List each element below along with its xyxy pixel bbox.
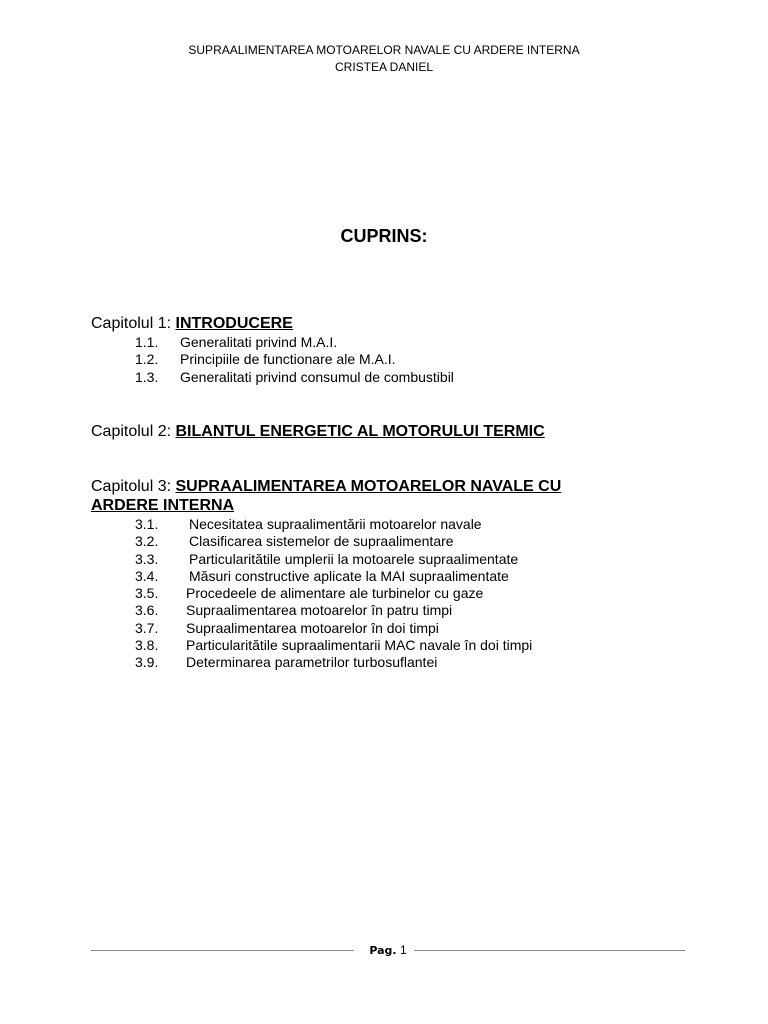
toc-item	[135, 620, 532, 637]
toc-item-number: 3.7.	[135, 619, 159, 636]
page-header	[0, 42, 768, 76]
toc-item	[135, 369, 454, 386]
toc-item	[135, 533, 532, 550]
chapter-2-heading	[91, 422, 545, 441]
chapter-3-heading	[91, 477, 631, 515]
toc-item-number: 3.4.	[135, 567, 159, 584]
toc-item-text: Măsuri constructive aplicate la MAI supraalimentate	[189, 567, 509, 584]
toc-item-text: Supraalimentarea motoarelor în doi timpi	[186, 619, 439, 636]
chapter-name: SUPRAALIMENTAREA MOTOARELOR NAVALE CU ARDERE INTERNA	[91, 478, 562, 514]
toc-item-text: Necesitatea supraalimentării motoarelor navale	[189, 516, 482, 532]
toc-item-text: Particularitătile supraalimentarii MAC navale în doi timpi	[186, 637, 533, 654]
toc-item-number: 1.3.	[135, 368, 159, 385]
page-title: CUPRINS:	[340, 226, 428, 246]
toc-item-number: 3.8.	[135, 637, 159, 654]
chapter-1-items	[135, 334, 454, 386]
toc-item-number: 3.1.	[135, 516, 159, 532]
toc-item-number: 3.3.	[135, 550, 159, 567]
toc-item	[135, 334, 454, 351]
toc-item-number: 3.5.	[135, 585, 159, 602]
toc-item	[135, 351, 454, 368]
toc-item	[135, 516, 532, 533]
toc-item-text: Clasificarea sistemelor de supraalimentare	[189, 533, 454, 550]
chapter-name: INTRODUCERE	[175, 315, 293, 332]
page-number-value: 1	[399, 943, 407, 957]
toc-item	[135, 602, 532, 619]
chapter-name: BILANTUL ENERGETIC AL MOTORULUI TERMIC	[175, 423, 545, 440]
toc-item-text: Generalitati privind consumul de combustibil	[180, 368, 454, 385]
toc-item-text: Determinarea parametrilor turbosuflantei	[186, 654, 438, 671]
toc-item	[135, 585, 532, 602]
toc-item-text: Supraalimentarea motoarelor în patru timpi	[186, 602, 453, 619]
toc-item-text: Principiile de functionare ale M.A.I.	[180, 351, 396, 368]
page-footer	[91, 940, 685, 960]
chapter-prefix: Capitolul 2:	[91, 423, 176, 440]
header-author: CRISTEA DANIEL	[334, 60, 434, 74]
toc-item-number: 3.2.	[135, 533, 159, 550]
toc-item	[135, 637, 532, 654]
page-number	[91, 940, 685, 961]
chapter-prefix: Capitolul 3:	[91, 478, 176, 495]
toc-item-number: 3.6.	[135, 602, 159, 619]
chapter-prefix: Capitolul 1:	[91, 315, 176, 332]
toc-item	[135, 551, 532, 568]
toc-item-number: 1.2.	[135, 351, 159, 368]
toc-item	[135, 654, 532, 671]
chapter-1-heading	[91, 314, 293, 333]
page-label: Pag.	[369, 944, 397, 957]
toc-item	[135, 568, 532, 585]
toc-item-text: Generalitati privind M.A.I.	[180, 334, 338, 350]
toc-item-text: Procedeele de alimentare ale turbinelor cu gaze	[186, 585, 484, 602]
header-title: SUPRAALIMENTAREA MOTOARELOR NAVALE CU ARDERE INTERNA	[188, 43, 580, 57]
toc-item-number: 1.1.	[135, 334, 159, 350]
toc-item-text: Particularitătile umplerii la motoarele supraalimentate	[189, 550, 519, 567]
chapter-3-items	[135, 516, 532, 672]
toc-item-number: 3.9.	[135, 654, 159, 671]
